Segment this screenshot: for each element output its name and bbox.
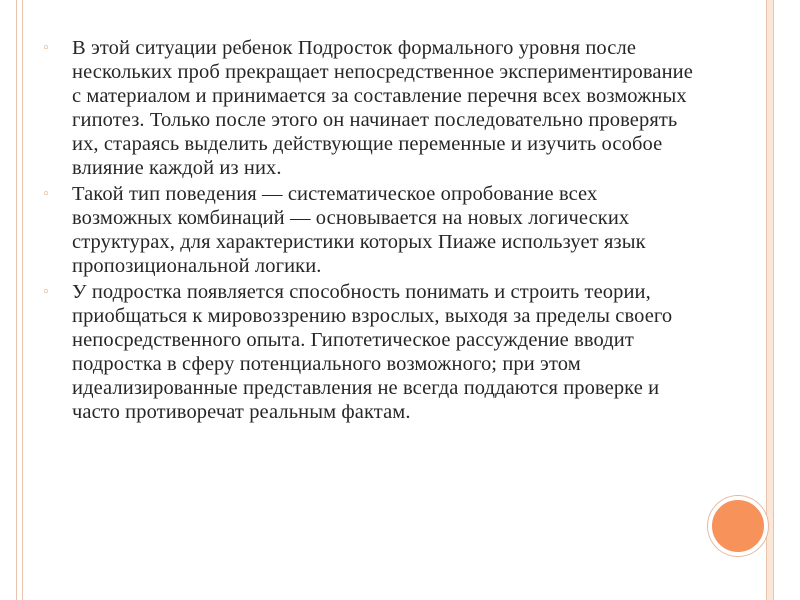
bullet-icon: ◦ [42,187,50,202]
frame-line-right-inner [766,0,767,600]
accent-circle [708,496,768,556]
frame-line-left-outer [16,0,17,600]
frame-band-right [766,0,773,600]
frame-line-right-outer [773,0,774,600]
bullet-item [42,280,702,424]
bullet-text: У подростка появляется способность понимать и строить теории, приобщаться к мировоззрению взрослых, выходя за пределы своего непосредственного опыта. Гипотетическое рассуждение вводит подростка в сферу потенциального возможного; при этом идеализированные представления не всегда поддаются проверке и часто противоречат реальным фактам. [72,281,673,423]
bullet-icon: ◦ [42,41,50,56]
bullet-list [42,36,702,426]
bullet-icon: ◦ [42,285,50,300]
bullet-text: В этой ситуации ребенок Подросток формального уровня после нескольких проб прекращает непосредственное экспериментирование с материалом и принимается за составление перечня всех возможных гипотез. Только после этого он начинает последовательно проверять их, стараясь выделить действующие переменные и изучить особое влияние каждой из них. [72,37,693,179]
bullet-item [42,36,702,180]
bullet-item [42,182,702,278]
frame-line-left-inner [22,0,23,600]
bullet-text: Такой тип поведения — систематическое опробование всех возможных комбинаций — основывается на новых логических структурах, для характеристики которых Пиаже использует язык пропозициональной логики. [72,183,646,277]
